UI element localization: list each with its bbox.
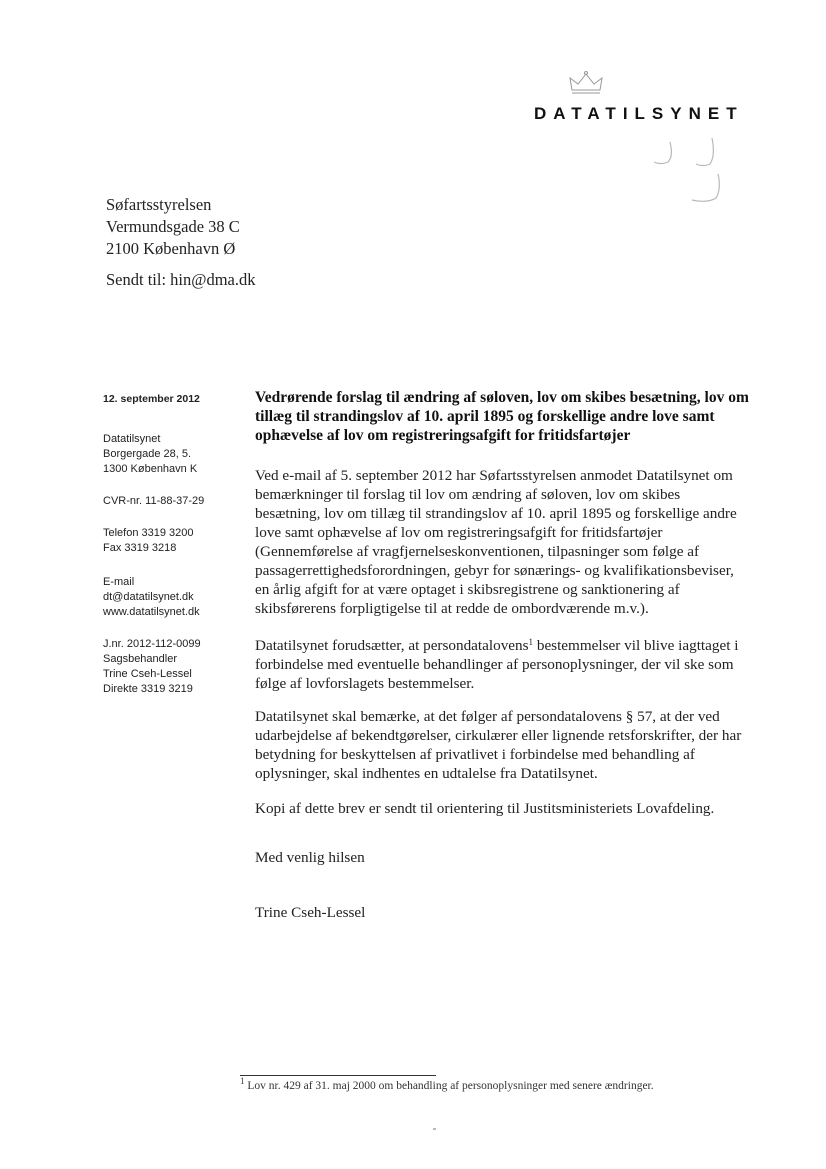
crown-icon [564, 70, 608, 96]
signer-name: Trine Cseh-Lessel [255, 904, 366, 921]
case-handler-name: Trine Cseh-Lessel [103, 668, 192, 680]
case-handler-phone: Direkte 3319 3219 [103, 683, 193, 695]
body-paragraph [255, 636, 749, 693]
scan-speck [433, 1128, 436, 1130]
sent-to-line: Sendt til: hin@dma.dk [106, 270, 256, 289]
cvr-line: CVR-nr. 11-88-37-29 [103, 495, 205, 507]
email-label: E-mail [103, 576, 135, 588]
sender-address-line: Borgergade 28, 5. [103, 448, 192, 460]
letter-date: 12. september 2012 [103, 393, 200, 405]
body-text: bestemmelser vil blive iagttaget i forbindelse med eventuelle behandlinger af personoplysninger, der vil ske som følge af lovforslagets bestemmelser. [255, 637, 739, 692]
footnote-ref: 1 [528, 637, 534, 647]
sender-address [103, 432, 243, 477]
org-logo-text: DATATILSYNET [534, 104, 744, 123]
body-paragraph: Datatilsynet skal bemærke, at det følger af persondatalovens § 57, at der ved udarbejdelse af bekendtgørelser, cirkulærer eller lignende retsforskrifter, der har betydning for beskyttelsen af privatlivet i forbindelse med behandling af oplysninger, skal indhentes en udtalelse fra Datatilsynet. [255, 708, 742, 782]
body-text: Datatilsynet forudsætter, at persondatalovens [255, 637, 529, 654]
closing-greeting: Med venlig hilsen [255, 849, 365, 866]
cvr-number [103, 494, 243, 509]
sender-address-line: Datatilsynet [103, 433, 161, 445]
footnote [240, 1076, 740, 1092]
email-address: dt@datatilsynet.dk [103, 591, 194, 603]
footnote-divider [240, 1075, 436, 1076]
body-paragraph: Ved e-mail af 5. september 2012 har Søfartsstyrelsen anmodet Datatilsynet om bemærkninger til forslag til lov om ændring af søloven, lov om skibes besætning, lov om tillæg til strandingslov af 10. april 1895 og forskellige andre love samt ophævelse af lov om registreringsafgift for fritidsfartøjer (Gennemførelse af vragfjernelseskonventionen, tilpasninger som følge af passagerrettighedsforordningen, gebyr for sønærings- og kvalifikationsbeviser, en årlig afgift for at være optaget i skibsregistrene og sanktionering af skibsførerens forpligtigelse til at redde de ombordværende m.v.). [255, 467, 737, 617]
sender-address-line: 1300 København K [103, 463, 198, 475]
case-block [103, 637, 243, 697]
received-stamp [648, 136, 728, 208]
recipient-line: Søfartsstyrelsen [106, 195, 212, 214]
case-number: J.nr. 2012-112-0099 [103, 638, 201, 650]
website: www.datatilsynet.dk [103, 606, 200, 618]
recipient-line: Vermundsgade 38 C [106, 217, 240, 236]
footnote-text: Lov nr. 429 af 31. maj 2000 om behandling af personoplysninger med senere ændringer. [244, 1080, 654, 1092]
fax-line: Fax 3319 3218 [103, 542, 177, 554]
phone-line: Telefon 3319 3200 [103, 527, 194, 539]
body-paragraph: Kopi af dette brev er sendt til orientering til Justitsministeriets Lovafdeling. [255, 800, 715, 817]
phone-block [103, 526, 243, 556]
footnote-marker: 1 [240, 1076, 245, 1086]
case-handler-label: Sagsbehandler [103, 653, 178, 665]
letter-subject: Vedrørende forslag til ændring af søloven, lov om skibes besætning, lov om tillæg til strandingslov af 10. april 1895 og forskellige andre love samt ophævelse af lov om registreringsafgift for fritidsfartøjer [255, 389, 749, 444]
recipient-address [106, 194, 240, 260]
recipient-line: 2100 København Ø [106, 239, 236, 258]
contact-block [103, 575, 243, 620]
